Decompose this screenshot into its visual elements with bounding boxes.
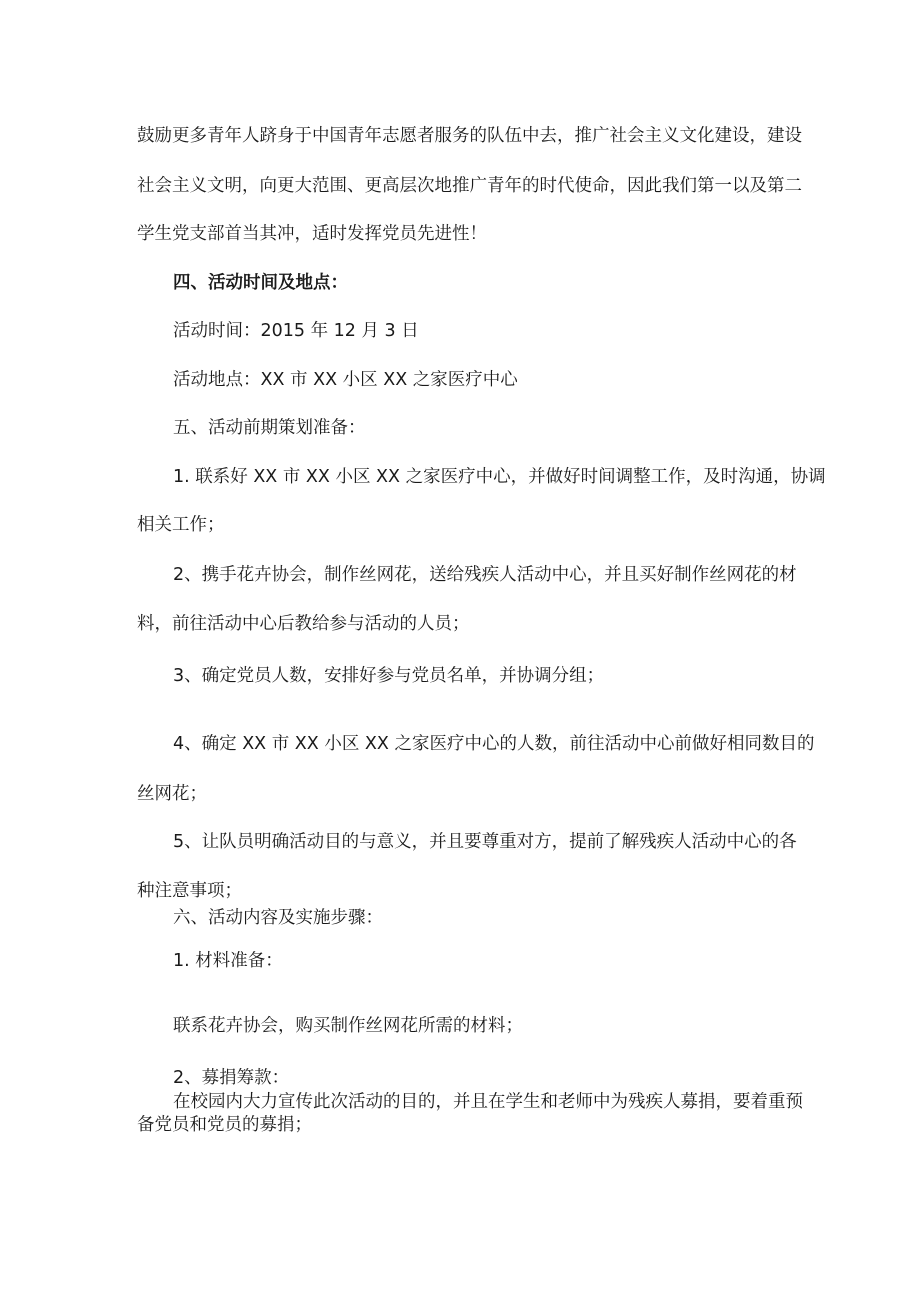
list-item: 1. 联系好 XX 市 XX 小区 XX 之家医疗中心，并做好时间调整工作，及时沟通，协调 [173,467,826,487]
section-heading: 六、活动内容及实施步骤： [173,908,383,928]
list-item: 2、募捐筹款： [173,1068,290,1088]
activity-time: 活动时间：2015 年 12 月 3 日 [173,321,419,341]
paragraph-line: 社会主义文明，向更大范围、更高层次地推广青年的时代使命，因此我们第一以及第二 [137,176,802,196]
activity-location: 活动地点：XX 市 XX 小区 XX 之家医疗中心 [173,370,518,390]
section-heading: 四、活动时间及地点： [173,273,348,293]
paragraph-line: 在校园内大力宣传此次活动的目的，并且在学生和老师中为残疾人募捐，要着重预 [173,1092,803,1112]
list-item: 3、确定党员人数，安排好参与党员名单，并协调分组； [173,666,605,686]
paragraph-line-continuation: 备党员和党员的募捐； [137,1115,312,1135]
section-heading: 五、活动前期策划准备： [173,418,366,438]
list-item: 2、携手花卉协会，制作丝网花，送给残疾人活动中心，并且买好制作丝网花的材 [173,565,797,585]
list-item-continuation: 种注意事项； [137,881,242,901]
paragraph-line: 学生党支部首当其冲，适时发挥党员先进性！ [137,224,487,244]
paragraph-line: 鼓励更多青年人跻身于中国青年志愿者服务的队伍中去，推广社会主义文化建设，建设 [137,126,802,146]
list-item: 1. 材料准备： [173,951,283,971]
list-item-continuation: 料，前往活动中心后教给参与活动的人员； [137,614,470,634]
list-item-continuation: 相关工作； [137,515,225,535]
list-item: 5、让队员明确活动目的与意义，并且要尊重对方，提前了解残疾人活动中心的各 [173,832,797,852]
list-item-continuation: 丝网花； [137,784,207,804]
paragraph-line: 联系花卉协会，购买制作丝网花所需的材料； [173,1016,523,1036]
list-item: 4、确定 XX 市 XX 小区 XX 之家医疗中心的人数，前往活动中心前做好相同数目的 [173,734,815,754]
